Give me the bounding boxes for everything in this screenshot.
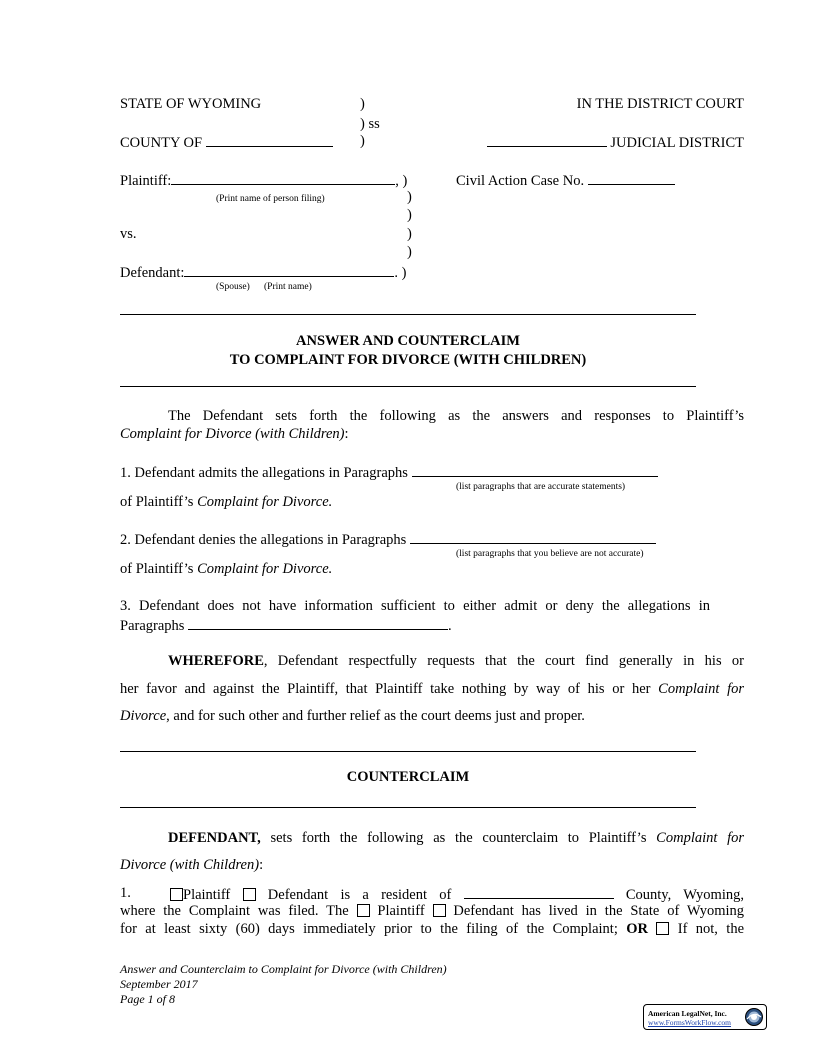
c1-line-2a: where the Complaint was filed. The: [120, 903, 349, 919]
county-blank[interactable]: [206, 133, 333, 147]
counterclaim-bottom-rule: [120, 807, 696, 808]
plaintiff-lived-checkbox[interactable]: [357, 904, 370, 917]
c1-line-3b: If not, the: [677, 921, 745, 937]
wherefore-line-3: [120, 708, 585, 725]
wherefore-bold: WHEREFORE: [168, 653, 264, 669]
judicial-district-text: JUDICIAL DISTRICT: [610, 135, 744, 151]
counterclaim-line-2: [120, 857, 263, 874]
if-not-checkbox[interactable]: [656, 922, 669, 935]
item-3-paragraphs-label: Paragraphs: [120, 618, 185, 634]
intro-colon: :: [344, 426, 349, 442]
resident-county-blank[interactable]: [464, 885, 614, 899]
item-2-italic: Complaint for Divorce.: [197, 561, 333, 577]
caption-paren: ): [407, 244, 412, 260]
c1-line-3a: for at least sixty (60) days immediately prior to the filing of the Complaint;: [120, 921, 618, 937]
item-1-italic: Complaint for Divorce.: [197, 494, 333, 510]
plaintiff-name-blank[interactable]: [171, 171, 395, 185]
title-bottom-rule: [120, 386, 696, 387]
county-label: [120, 133, 333, 152]
wherefore-line-2-text: her favor and against the Plaintiff, that Plaintiff take nothing by way of his or her: [120, 681, 651, 697]
wherefore-line-2-italic: Complaint for: [658, 681, 744, 697]
item-1-hint: (list paragraphs that are accurate statements): [456, 482, 626, 492]
caption-paren: ): [407, 189, 412, 205]
print-name-filing-hint: (Print name of person filing): [216, 194, 325, 204]
defendant-end: . ): [394, 265, 407, 281]
c1-or: OR: [626, 921, 648, 937]
county-text: COUNTY OF: [120, 135, 203, 151]
plaintiff-label: Plaintiff:: [120, 173, 172, 189]
item-3-paragraphs-blank[interactable]: [188, 616, 448, 630]
item-3-end: .: [448, 618, 452, 634]
plaintiff-end: , ): [395, 173, 408, 189]
item-2-text: 2. Defendant denies the allegations in Paragraphs: [120, 532, 407, 548]
wherefore-line-3-text: , and for such other and further relief as the court deems just and proper.: [166, 708, 585, 724]
plaintiff-resident-checkbox[interactable]: [170, 888, 183, 901]
item-3-line-2: [120, 616, 452, 635]
item-2-of: [120, 561, 332, 578]
globe-icon: [744, 1007, 764, 1027]
judicial-district: [487, 133, 744, 152]
c1-defendant-label: Defendant is a resident of: [267, 887, 452, 903]
caption-paren: ): [407, 226, 412, 242]
counterclaim-bold: DEFENDANT,: [168, 830, 261, 846]
defendant-line: [120, 263, 407, 282]
item-1: [120, 463, 658, 482]
logo-name: American LegalNet, Inc.: [648, 1009, 727, 1018]
footer-date: September 2017: [120, 977, 198, 991]
american-legalnet-logo[interactable]: [643, 1004, 767, 1030]
intro-italic: Complaint for Divorce (with Children): [120, 426, 345, 442]
counterclaim-top-rule: [120, 751, 696, 752]
c1-line-2b: Plaintiff: [377, 903, 425, 919]
counterclaim-line-1: [168, 830, 744, 847]
item-1-of-text: of Plaintiff’s: [120, 494, 194, 510]
intro-line-1: The Defendant sets forth the following as the answers and responses to Plaintiff’s: [168, 408, 744, 424]
court-label: IN THE DISTRICT COURT: [576, 96, 744, 112]
counterclaim-1-line-2: [120, 903, 744, 920]
counterclaim-1-line-1: [170, 885, 744, 904]
ss-label: ) ss: [360, 116, 380, 132]
c1-line-2c: Defendant has lived in the State of Wyoming: [453, 903, 745, 919]
case-number-blank[interactable]: [588, 171, 675, 185]
defendant-label: Defendant:: [120, 265, 185, 281]
item-2-paragraphs-blank[interactable]: [410, 530, 656, 544]
item-1-text: 1. Defendant admits the allegations in Paragraphs: [120, 465, 408, 481]
title-line-2: TO COMPLAINT FOR DIVORCE (WITH CHILDREN): [229, 352, 587, 368]
defendant-lived-checkbox[interactable]: [433, 904, 446, 917]
title-line-1: ANSWER AND COUNTERCLAIM: [296, 333, 520, 349]
footer-title: Answer and Counterclaim to Complaint for Divorce (with Children): [120, 962, 447, 976]
counterclaim-1-number: 1.: [120, 885, 131, 901]
item-2-hint: (list paragraphs that you believe are not accurate): [456, 549, 644, 559]
counterclaim-line-2-italic: Divorce (with Children): [120, 857, 260, 873]
counterclaim-line-1-italic: Complaint for: [656, 830, 745, 846]
item-1-paragraphs-blank[interactable]: [412, 463, 658, 477]
counterclaim-line-1-text: sets forth the following as the counterclaim to Plaintiff’s: [270, 830, 647, 846]
item-1-of: [120, 494, 332, 511]
wherefore-line-1: [168, 653, 744, 670]
counterclaim-1-line-3: [120, 921, 744, 938]
print-name-hint: (Print name): [264, 282, 312, 292]
wherefore-line-2: [120, 681, 744, 698]
wherefore-line-1-text: , Defendant respectfully requests that the court find generally in his or: [263, 653, 744, 669]
counterclaim-line-2-end: :: [259, 857, 264, 873]
district-blank[interactable]: [487, 133, 607, 147]
plaintiff-line: [120, 171, 407, 190]
caption-paren: ): [360, 133, 365, 149]
state-label: STATE OF WYOMING: [120, 96, 262, 112]
civil-action-label: Civil Action Case No.: [456, 173, 585, 189]
caption-paren: ): [360, 96, 365, 112]
item-2-of-text: of Plaintiff’s: [120, 561, 194, 577]
c1-county-label: County, Wyoming,: [625, 887, 744, 903]
spouse-hint: (Spouse): [216, 282, 250, 292]
intro-line-2: [120, 426, 349, 443]
item-2: [120, 530, 656, 549]
civil-action-line: [456, 171, 675, 190]
caption-paren: ): [407, 207, 412, 223]
defendant-name-blank[interactable]: [184, 263, 394, 277]
vs-label: vs.: [120, 226, 137, 242]
logo-url: www.FormsWorkFlow.com: [648, 1018, 732, 1027]
wherefore-line-3-italic: Divorce: [120, 708, 167, 724]
counterclaim-heading: COUNTERCLAIM: [346, 769, 470, 785]
c1-plaintiff-label: Plaintiff: [183, 887, 231, 903]
title-top-rule: [120, 314, 696, 315]
item-3-line-1: 3. Defendant does not have information sufficient to either admit or deny the allegations in: [120, 598, 710, 614]
defendant-resident-checkbox[interactable]: [243, 888, 256, 901]
footer-page: Page 1 of 8: [120, 992, 175, 1006]
